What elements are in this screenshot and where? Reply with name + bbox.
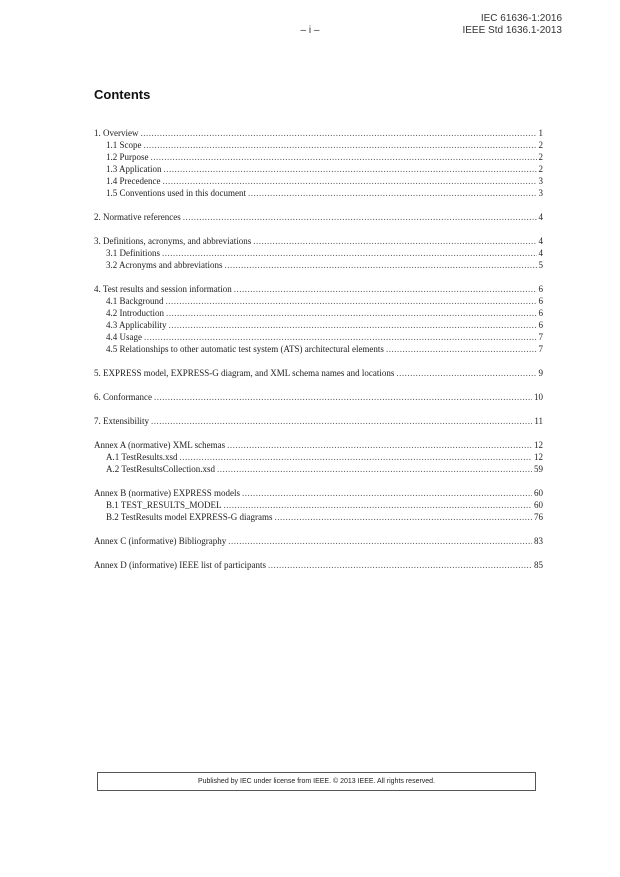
- toc-entry-page: 2: [538, 140, 543, 150]
- toc-leader-dots: [242, 487, 532, 499]
- toc-entry[interactable]: [94, 331, 543, 343]
- toc-entry[interactable]: [94, 211, 543, 223]
- toc-entry-label: B.2 TestResults model EXPRESS-G diagrams: [106, 512, 273, 522]
- toc-entry[interactable]: [94, 235, 543, 247]
- toc-entry-label: A.1 TestResults.xsd: [106, 452, 178, 462]
- toc-entry[interactable]: [94, 463, 543, 475]
- toc-leader-dots: [253, 235, 536, 247]
- toc-leader-dots: [248, 187, 537, 199]
- toc-entry-label: 4.4 Usage: [106, 332, 142, 342]
- toc-entry-label: 4.1 Background: [106, 296, 164, 306]
- toc-entry-label: B.1 TEST_RESULTS_MODEL: [106, 500, 222, 510]
- toc-entry-page: 1: [538, 128, 543, 138]
- toc-entry-label: 3.2 Acronyms and abbreviations: [106, 260, 223, 270]
- toc-entry-label: 3. Definitions, acronyms, and abbreviations: [94, 236, 252, 246]
- toc-leader-dots: [154, 391, 532, 403]
- toc-leader-dots: [234, 283, 537, 295]
- toc-entry-label: 1.3 Application: [106, 164, 162, 174]
- toc-entry-label: 3.1 Definitions: [106, 248, 160, 258]
- toc-entry-label: 4. Test results and session information: [94, 284, 232, 294]
- toc-entry-page: 3: [538, 176, 543, 186]
- toc-leader-dots: [183, 211, 537, 223]
- toc-entry[interactable]: [94, 439, 543, 451]
- toc-entry-page: 4: [538, 212, 543, 222]
- toc-entry[interactable]: [94, 151, 543, 163]
- toc-entry-page: 3: [538, 188, 543, 198]
- toc-entry-page: 12: [534, 452, 543, 462]
- toc-entry-page: 59: [534, 464, 543, 474]
- toc-entry-label: 1.5 Conventions used in this document: [106, 188, 246, 198]
- toc-entry-label: 4.2 Introduction: [106, 308, 164, 318]
- toc-entry[interactable]: [94, 139, 543, 151]
- toc-leader-dots: [386, 343, 537, 355]
- toc-leader-dots: [227, 439, 532, 451]
- toc-entry[interactable]: [94, 163, 543, 175]
- toc-entry-page: 10: [534, 392, 543, 402]
- header-ieee-id: IEEE Std 1636.1-2013: [462, 25, 562, 36]
- toc-leader-dots: [268, 559, 532, 571]
- toc-leader-dots: [274, 511, 532, 523]
- toc-entry-page: 6: [538, 308, 543, 318]
- toc-leader-dots: [164, 163, 537, 175]
- toc-entry-label: 1.2 Purpose: [106, 152, 149, 162]
- toc-entry[interactable]: [94, 259, 543, 271]
- toc-entry-label: 4.3 Applicability: [106, 320, 167, 330]
- toc-entry[interactable]: [94, 367, 543, 379]
- toc-entry-page: 6: [538, 284, 543, 294]
- toc-entry-label: 7. Extensibility: [94, 416, 149, 426]
- toc-entry[interactable]: [94, 319, 543, 331]
- toc-entry-label: 5. EXPRESS model, EXPRESS-G diagram, and XML schema names and locations: [94, 368, 395, 378]
- toc-entry[interactable]: [94, 127, 543, 139]
- toc-entry-label: 1. Overview: [94, 128, 139, 138]
- toc-entry-label: Annex A (normative) XML schemas: [94, 440, 226, 450]
- toc-entry[interactable]: [94, 343, 543, 355]
- toc-entry[interactable]: [94, 283, 543, 295]
- toc-entry-page: 6: [538, 320, 543, 330]
- toc-leader-dots: [166, 307, 537, 319]
- toc-leader-dots: [228, 535, 532, 547]
- toc-entry-label: 1.1 Scope: [106, 140, 142, 150]
- toc-entry-label: 2. Normative references: [94, 212, 181, 222]
- toc-entry-label: 4.5 Relationships to other automatic test system (ATS) architectural elements: [106, 344, 384, 354]
- toc-entry-page: 2: [538, 164, 543, 174]
- toc-leader-dots: [144, 139, 537, 151]
- table-of-contents: [94, 127, 543, 571]
- toc-entry-page: 4: [538, 248, 543, 258]
- toc-leader-dots: [151, 415, 532, 427]
- toc-entry-label: Annex B (normative) EXPRESS models: [94, 488, 240, 498]
- toc-entry-page: 76: [534, 512, 543, 522]
- toc-leader-dots: [162, 247, 537, 259]
- toc-entry-label: 1.4 Precedence: [106, 176, 161, 186]
- toc-entry-page: 9: [538, 368, 543, 378]
- toc-entry-page: 6: [538, 296, 543, 306]
- toc-entry-page: 85: [534, 560, 543, 570]
- toc-entry[interactable]: [94, 487, 543, 499]
- toc-entry[interactable]: [94, 295, 543, 307]
- toc-leader-dots: [217, 463, 532, 475]
- copyright-footer: Published by IEC under license from IEEE. © 2013 IEEE. All rights reserved.: [97, 772, 536, 791]
- toc-entry[interactable]: [94, 499, 543, 511]
- toc-leader-dots: [224, 259, 536, 271]
- toc-entry[interactable]: [94, 511, 543, 523]
- toc-leader-dots: [179, 451, 532, 463]
- toc-entry[interactable]: [94, 187, 543, 199]
- toc-entry-page: 60: [534, 500, 543, 510]
- page-number: – i –: [300, 25, 320, 36]
- toc-entry[interactable]: [94, 175, 543, 187]
- toc-leader-dots: [169, 319, 537, 331]
- toc-entry-label: Annex C (informative) Bibliography: [94, 536, 227, 546]
- header-iec-id: IEC 61636-1:2016: [480, 13, 562, 24]
- toc-leader-dots: [141, 127, 537, 139]
- toc-entry[interactable]: [94, 535, 543, 547]
- toc-entry-page: 2: [538, 152, 543, 162]
- toc-entry-label: Annex D (informative) IEEE list of participants: [94, 560, 266, 570]
- toc-leader-dots: [144, 331, 537, 343]
- toc-entry-page: 7: [538, 332, 543, 342]
- toc-entry[interactable]: [94, 415, 543, 427]
- toc-entry[interactable]: [94, 559, 543, 571]
- toc-entry-page: 5: [538, 260, 543, 270]
- toc-entry-label: A.2 TestResultsCollection.xsd: [106, 464, 215, 474]
- toc-entry[interactable]: [94, 247, 543, 259]
- toc-leader-dots: [166, 295, 537, 307]
- toc-entry-page: 4: [538, 236, 543, 246]
- page-title: Contents: [94, 87, 151, 102]
- toc-leader-dots: [162, 175, 536, 187]
- toc-entry-page: 7: [538, 344, 543, 354]
- toc-entry[interactable]: [94, 451, 543, 463]
- toc-entry-page: 60: [534, 488, 543, 498]
- toc-leader-dots: [224, 499, 532, 511]
- toc-entry[interactable]: [94, 391, 543, 403]
- toc-leader-dots: [396, 367, 536, 379]
- toc-entry-page: 11: [534, 416, 543, 426]
- toc-entry[interactable]: [94, 307, 543, 319]
- toc-entry-label: 6. Conformance: [94, 392, 152, 402]
- toc-entry-page: 83: [534, 536, 543, 546]
- toc-leader-dots: [151, 151, 537, 163]
- toc-entry-page: 12: [534, 440, 543, 450]
